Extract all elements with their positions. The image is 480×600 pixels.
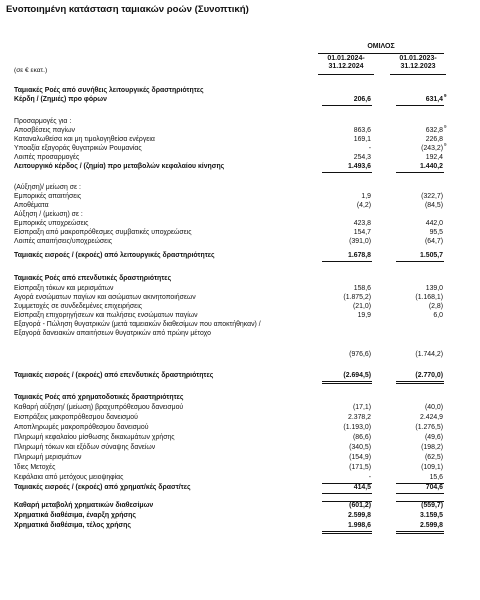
table-row <box>0 220 480 229</box>
row-label: Ταμιακές Ροές από επενδυτικές δραστηριότητες <box>14 275 172 282</box>
double-underline-2024 <box>322 383 372 384</box>
table-row <box>0 454 480 463</box>
row-label: Ταμιακές Ροές από χρηματοδοτικές δραστηριότητες <box>14 394 184 401</box>
period-header-underline-2023 <box>390 74 446 75</box>
value-2024: 1.678,8 <box>348 252 371 259</box>
underline-2023 <box>396 381 444 382</box>
value-2023: (40,0) <box>424 404 443 411</box>
value-2024: 254,3 <box>353 154 371 161</box>
value-2024: 154,7 <box>353 229 371 236</box>
row-label: Αποσβέσεις παγίων <box>14 127 75 134</box>
table-row <box>0 424 480 433</box>
overline-2024 <box>322 483 372 484</box>
row-label: Αγορά ενσώματων παγίων και ασώματων ακινητοποιήσεων <box>14 294 196 301</box>
value-2024: (601,2) <box>349 502 371 509</box>
value-2023: 95,5 <box>429 229 443 236</box>
table-row <box>0 414 480 423</box>
double-underline-2023 <box>396 383 444 384</box>
value-2024: (2.694,5) <box>343 372 371 379</box>
underline-2023 <box>396 531 444 532</box>
table-row <box>0 434 480 443</box>
table-row <box>0 484 480 493</box>
row-label: Καθαρή αύξηση/ (μείωση) βραχυπρόθεσμου δανεισμού <box>14 404 184 411</box>
value-2023: 1.440,2 <box>420 163 443 170</box>
row-label: Συμμετοχές σε συνδεδεμένες επιχειρήσεις <box>14 303 143 310</box>
row-label: Πληρωμή κεφαλαίου μίσθωσης δικαιωμάτων χρήσης <box>14 434 175 441</box>
value-2024: (391,0) <box>349 238 371 245</box>
row-label: Εμπορικές υποχρεώσεις <box>14 220 89 227</box>
value-2024: - <box>368 145 371 152</box>
period-2024-start: 01.01.2024- <box>327 55 365 62</box>
value-2024: 414,5 <box>353 484 371 491</box>
row-label: Καθαρή μεταβολή χρηματικών διαθεσίμων <box>14 502 154 509</box>
value-2023: (1.276,5) <box>415 424 443 431</box>
row-label: Αύξηση / (μείωση) σε : <box>14 211 83 218</box>
note-marker: 9 <box>444 142 447 147</box>
value-2023: (49,6) <box>424 434 443 441</box>
value-2023: (64,7) <box>424 238 443 245</box>
period-header-2024 <box>318 55 374 71</box>
value-2024: 206,6 <box>353 96 371 103</box>
row-label: Υποαξία εξαγοράς θυγατρικών Ρουμανίας <box>14 145 142 152</box>
underline-2024 <box>322 172 372 173</box>
value-2024: 158,6 <box>353 285 371 292</box>
period-2024-end: 31.12.2024 <box>328 63 364 71</box>
row-label: Αποπληρωμές μακροπρόθεσμου δανεισμού <box>14 424 149 431</box>
period-2023-end: 31.12.2023 <box>400 63 436 71</box>
value-2023: 704,6 <box>425 484 443 491</box>
underline-2024 <box>322 381 372 382</box>
double-underline-2023 <box>396 533 444 534</box>
underline-2023 <box>396 105 444 106</box>
period-2023-start: 01.01.2023- <box>399 55 437 62</box>
value-2024: (1.193,0) <box>343 424 371 431</box>
value-2023: 6,0 <box>433 312 443 319</box>
table-row <box>0 193 480 202</box>
value-2023: (2.770,0) <box>415 372 443 379</box>
row-label: Λειτουργικό κέρδος / (ζημία) προ μεταβολών κεφαλαίου κίνησης <box>14 163 225 170</box>
row-label: Εισπράξεις μακροπρόθεσμου δανεισμού <box>14 414 138 421</box>
value-2023: 1.505,7 <box>420 252 443 259</box>
table-row <box>0 184 480 193</box>
value-2024: 1.998,6 <box>348 522 371 529</box>
currency-unit: (σε € εκατ.) <box>14 67 48 74</box>
value-2023: 15,6 <box>429 474 443 481</box>
table-row <box>0 404 480 413</box>
table-row <box>0 136 480 145</box>
table-row <box>0 502 480 511</box>
row-label: Ταμιακές εισροές / (εκροές) από λειτουργικές δραστηριότητες <box>14 252 215 259</box>
table-row <box>0 294 480 303</box>
underline-2023 <box>396 261 444 262</box>
value-2024: (1.875,2) <box>343 294 371 301</box>
value-2024: 169,1 <box>353 136 371 143</box>
value-2024: 2.378,2 <box>348 414 371 421</box>
table-row <box>0 118 480 127</box>
table-row <box>0 321 480 361</box>
row-label: Κεφάλαια από μετόχους μειοψηφίας <box>14 474 124 481</box>
value-2024: (17,1) <box>352 404 371 411</box>
underline-2024 <box>322 531 372 532</box>
row-label: Κέρδη / (Ζημιές) προ φόρων <box>14 96 107 103</box>
value-2023: (1.744,2) <box>415 351 443 358</box>
value-2023: 442,0 <box>425 220 443 227</box>
value-2023: 192,4 <box>425 154 443 161</box>
table-row <box>0 464 480 473</box>
value-2024: (340,5) <box>349 444 371 451</box>
underline-2024 <box>322 261 372 262</box>
table-row <box>0 275 480 284</box>
row-label: Ταμιακές εισροές / (εκροές) από χρηματ/κές δραστ/τες <box>14 484 191 491</box>
table-row <box>0 312 480 321</box>
value-2024: 1,9 <box>361 193 371 200</box>
overline-2023 <box>396 501 444 502</box>
table-row <box>0 285 480 294</box>
table-row <box>0 93 480 105</box>
value-2023: (322,7) <box>421 193 443 200</box>
value-2023: (62,5) <box>424 454 443 461</box>
row-label: Χρηματικά διαθέσιμα, έναρξη χρήσης <box>14 512 136 519</box>
row-label: Λοιπές απαιτήσεις/υποχρεώσεις <box>14 238 113 245</box>
table-row <box>0 202 480 211</box>
row-label: Είσπραξη τόκων και μερισμάτων <box>14 285 114 292</box>
underline-2023 <box>396 493 444 494</box>
row-label: Προσαρμογές για : <box>14 118 72 125</box>
table-row <box>0 154 480 163</box>
table-row <box>0 512 480 521</box>
value-2024: - <box>368 474 371 481</box>
value-2024: (154,9) <box>349 454 371 461</box>
value-2023: 226,8 <box>425 136 443 143</box>
row-label: (Αύξηση)/ μείωση σε : <box>14 184 81 191</box>
row-label: Ταμιακές Ροές από συνήθεις λειτουργικές δραστηριότητες <box>14 87 204 94</box>
value-2024: (171,5) <box>349 464 371 471</box>
row-label: Πληρωμή μερισμάτων <box>14 454 82 461</box>
table-row <box>0 303 480 312</box>
value-2024: (21,0) <box>352 303 371 310</box>
row-label: Πληρωμή τόκων και εξόδων σύναψης δανείων <box>14 444 156 451</box>
row-label: Χρηματικά διαθέσιμα, τέλος χρήσης <box>14 522 131 529</box>
value-2024: 423,8 <box>353 220 371 227</box>
table-row <box>0 444 480 453</box>
table-row <box>0 124 480 136</box>
overline-2023 <box>396 483 444 484</box>
value-2023: (84,5) <box>424 202 443 209</box>
value-2024: 19,9 <box>357 312 371 319</box>
value-2023: 2.599,8 <box>420 522 443 529</box>
group-header-underline <box>318 53 444 54</box>
table-row <box>0 142 480 154</box>
value-2024: 1.493,6 <box>348 163 371 170</box>
table-row <box>0 229 480 238</box>
row-label: Καταναλωθείσα και μη τιμολογηθείσα ενέργεια <box>14 136 155 143</box>
value-2023: (198,2) <box>421 444 443 451</box>
value-2023: (2,8) <box>428 303 443 310</box>
value-2023: 631,4 <box>425 96 443 103</box>
note-marker: 9 <box>444 124 447 129</box>
value-2023: 632,8 <box>425 127 443 134</box>
table-row <box>0 87 480 96</box>
row-label: Εξαγορά - Πώληση θυγατρικών (μετά ταμειακών διαθεσίμων που αποκτήθηκαν) / Εξαγορά δανειακών απαιτήσεων θυγατρικών από πρώην μέτοχο <box>14 321 261 337</box>
value-2024: 2.599,8 <box>348 512 371 519</box>
underline-2023 <box>396 172 444 173</box>
value-2024: (976,6) <box>349 351 371 358</box>
value-2023: 2.424,9 <box>420 414 443 421</box>
table-row <box>0 372 480 381</box>
table-row <box>0 252 480 261</box>
value-2024: (4,2) <box>356 202 371 209</box>
note-marker: 9 <box>444 93 447 98</box>
underline-2024 <box>322 493 372 494</box>
value-2023: (243,2) <box>421 145 443 152</box>
period-header-underline-2024 <box>318 74 374 75</box>
table-row <box>0 522 480 531</box>
value-2023: 139,0 <box>425 285 443 292</box>
row-label: Εμπορικές απαιτήσεις <box>14 193 82 200</box>
table-row <box>0 394 480 403</box>
double-underline-2024 <box>322 533 372 534</box>
row-label: Αποθέματα <box>14 202 49 209</box>
overline-2024 <box>322 501 372 502</box>
value-2023: (109,1) <box>421 464 443 471</box>
row-label: Ταμιακές εισροές / (εκροές) από επενδυτικές δραστηριότητες <box>14 372 214 379</box>
row-label: Είσπραξη από μακροπρόθεσμες συμβατικές υποχρεώσεις <box>14 229 192 236</box>
row-label: Είσπραξη επιχορηγήσεων και πωλήσεις ενσώματων παγίων <box>14 312 198 319</box>
group-header: ΟΜΙΛΟΣ <box>367 43 395 50</box>
value-2023: (1.168,1) <box>415 294 443 301</box>
underline-2024 <box>322 105 372 106</box>
row-label: Λοιπές προσαρμογές <box>14 154 80 161</box>
value-2023: (559,7) <box>421 502 443 509</box>
table-row <box>0 238 480 247</box>
row-label: Ίδιες Μετοχές <box>14 464 56 471</box>
statement-title: Ενοποιημένη κατάσταση ταμιακών ροών (Συνοπτική) <box>6 4 249 15</box>
value-2023: 3.159,5 <box>420 512 443 519</box>
table-row <box>0 474 480 483</box>
table-row <box>0 211 480 220</box>
value-2024: 863,6 <box>353 127 371 134</box>
period-header-2023 <box>390 55 446 71</box>
value-2024: (86,6) <box>352 434 371 441</box>
table-row <box>0 163 480 172</box>
